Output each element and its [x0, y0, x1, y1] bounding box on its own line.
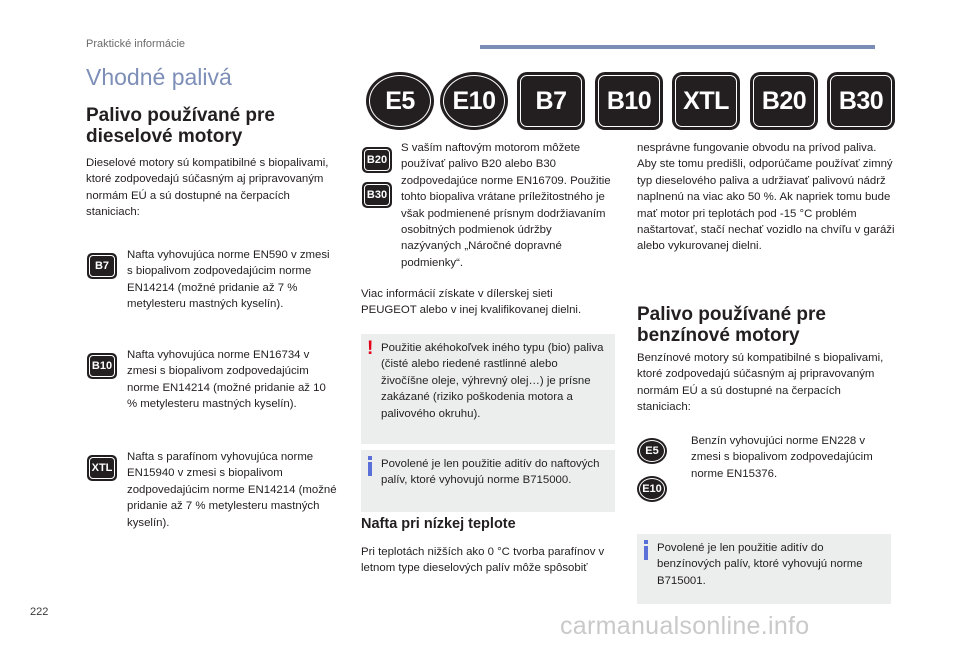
watermark: carmanualsonline.info — [560, 612, 810, 640]
badge-text: E10 — [642, 483, 662, 495]
fuel-label-xtl-icon — [672, 72, 740, 130]
fuel-label-e10-icon — [440, 72, 508, 130]
petrol-heading: Palivo používané pre benzínové motory — [637, 304, 826, 346]
diesel-b10-text: Nafta vyhovujúca norme EN16734 v zmesi s biopalivom zodpovedajúcim norme EN14214 (možné pridanie až 10 % metylesteru mastných kyselín). — [127, 349, 326, 411]
badge-text: B7 — [535, 86, 567, 115]
info-icon — [367, 456, 373, 476]
diesel-xtl-text: Nafta s parafínom vyhovujúca norme EN15940 v zmesi s biopalivom zodpovedajúcim norme EN14214 (možné pridanie až 7 % metylesteru mastných kyselín). — [127, 451, 337, 529]
badge-text: B10 — [91, 360, 113, 372]
warning-exclamation-icon: ! — [367, 338, 374, 359]
info-note-petrol — [637, 534, 891, 604]
badge-text: E5 — [385, 86, 415, 115]
badge-text: B7 — [94, 260, 110, 272]
badge-text: B20 — [366, 154, 388, 166]
badge-text: XTL — [683, 86, 729, 115]
fuel-label-b10-icon — [595, 72, 663, 130]
info-petrol-text: Povolené je len použitie aditív do benzínových palív, ktoré vyhovujú norme B715001. — [657, 542, 863, 587]
fuel-label-xtl-icon — [87, 455, 117, 481]
diesel-b7-text: Nafta vyhovujúca norme EN590 v zmesi s biopalivom zodpovedajúcim norme EN14214 (možné pridanie až 7 % metylesteru mastných kyselín). — [127, 249, 330, 311]
warning-text: Použitie akéhokoľvek iného typu (bio) paliva (čisté alebo riedené rastlinné alebo živočíšne oleje, výhrevný olej…) je prísne zakázané (riziko poškodenia motora a palivového okruhu). — [381, 342, 604, 420]
fuel-label-b30-icon — [362, 182, 392, 208]
fuel-label-b7-icon — [87, 253, 117, 279]
fuel-label-e5-icon — [637, 438, 667, 464]
badge-text: B20 — [761, 86, 807, 115]
fuel-label-e10-icon — [637, 476, 667, 502]
badge-text: E10 — [452, 86, 496, 115]
running-header: Praktické informácie — [86, 38, 186, 50]
petrol-intro: Benzínové motory sú kompatibilné s biopalivami, ktoré zodpovedajú súčasným aj pripravovaným normám EÚ a sú dostupné na čerpacích staniciach: — [637, 352, 884, 414]
badge-text: E5 — [645, 445, 659, 457]
fuel-label-b20-icon — [362, 147, 392, 173]
fuel-label-e5-icon — [366, 72, 434, 130]
diesel-heading: Palivo používané pre dieselové motory — [86, 105, 275, 147]
more-info-text: Viac informácií získate v dílerskej sieti PEUGEOT alebo v inej kvalifikovanej dielni. — [361, 288, 582, 317]
fuel-label-b7-icon — [517, 72, 585, 130]
b20-b30-text: S vaším naftovým motorom môžete používať palivo B20 alebo B30 zodpovedajúce norme EN16709. Použitie tohto biopaliva vrátane príležitostného je však podmienené prísnym dodržiavaním osobitných podmienok údržby nazývaných „Náročné dopravné podmienky“. — [401, 142, 611, 269]
header-rule — [480, 45, 875, 49]
low-temp-heading: Nafta pri nízkej teplote — [361, 516, 516, 532]
petrol-e5-e10-text: Benzín vyhovujúci norme EN228 v zmesi s biopalivom zodpovedajúcim norme EN15376. — [691, 435, 873, 480]
info-note-diesel — [361, 450, 615, 512]
badge-text: B10 — [606, 86, 652, 115]
page-title: Vhodné palivá — [86, 64, 232, 90]
badge-text: XTL — [91, 462, 113, 474]
info-icon — [643, 540, 649, 560]
badge-text: B30 — [366, 189, 388, 201]
warning-note — [361, 334, 615, 444]
low-temp-continuation: nesprávne fungovanie obvodu na prívod paliva. Aby ste tomu predišli, odporúčame používať zimný typ dieselového paliva a udržiavať palivovú nádrž naplnenú na viac ako 50 %. Ak napriek tomu bude mať motor pri teplotách pod -15 °C problém naštartovať, stačí nechať vozidlo na chvíľu v garáži alebo vykurovanej dielni. — [637, 142, 895, 253]
fuel-label-b30-icon — [827, 72, 895, 130]
page-number: 222 — [30, 606, 49, 618]
fuel-label-b20-icon — [750, 72, 818, 130]
diesel-intro: Dieselové motory sú kompatibilné s biopalivami, ktoré zodpovedajú súčasným aj pripravovaným normám EÚ a sú dostupné na čerpacích staniciach: — [86, 157, 329, 219]
low-temp-text: Pri teplotách nižších ako 0 °C tvorba parafínov v letnom type dieselových palív môže spôsobiť — [361, 546, 605, 575]
fuel-label-b10-icon — [87, 353, 117, 379]
info-diesel-text: Povolené je len použitie aditív do naftových palív, ktoré vyhovujú norme B715000. — [381, 458, 600, 487]
badge-text: B30 — [838, 86, 884, 115]
